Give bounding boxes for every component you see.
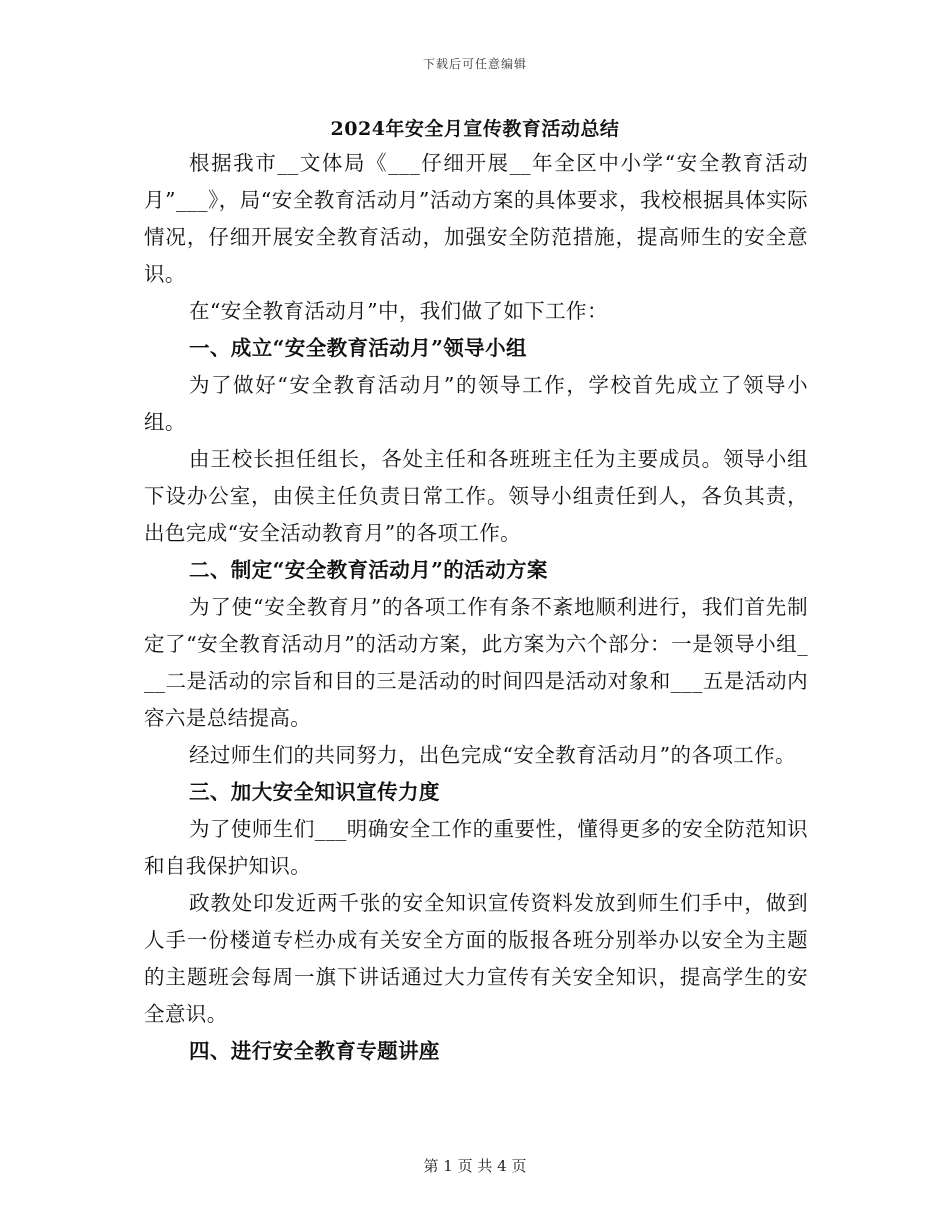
paragraph-knowledge: 为了使师生们___明确安全工作的重要性，懂得更多的安全防范知识和自我保护知识。 xyxy=(144,817,808,878)
paragraph-members: 由王校长担任组长，各处主任和各班班主任为主要成员。领导小组下设办公室，由侯主任负责日常工作。领导小组责任到人，各负其责，出色完成“安全活动教育月”的各项工作。 xyxy=(144,447,808,545)
section-heading-2: 二、制定“安全教育活动月”的活动方案 xyxy=(189,558,548,582)
paragraph-work-list: 在“安全教育活动月”中，我们做了如下工作： xyxy=(189,299,608,323)
section-heading-3: 三、加大安全知识宣传力度 xyxy=(189,780,440,804)
page-footer: 第 1 页 共 4 页 xyxy=(423,1157,527,1175)
paragraph-effort: 经过师生们的共同努力，出色完成“安全教育活动月”的各项工作。 xyxy=(189,743,796,767)
paragraph-publicity: 政教处印发近两千张的安全知识宣传资料发放到师生们手中，做到人手一份楼道专栏办成有关安全方面的版报各班分别举办以安全为主题的主题班会每周一旗下讲话通过大力宣传有关安全知识，提高学生的安全意识。 xyxy=(144,891,808,1026)
paragraph-leadership: 为了做好“安全教育活动月”的领导工作，学校首先成立了领导小组。 xyxy=(144,373,808,434)
document-body xyxy=(144,145,808,1070)
header-note: 下载后可任意编辑 xyxy=(422,57,527,71)
section-heading-1: 一、成立“安全教育活动月”领导小组 xyxy=(189,336,527,360)
document-title: 2024年安全月宣传教育活动总结 xyxy=(330,118,620,140)
section-heading-4: 四、进行安全教育专题讲座 xyxy=(189,1039,440,1063)
paragraph-intro: 根据我市__文体局《___仔细开展__年全区中小学“安全教育活动月”___》，局“安全教育活动月”活动方案的具体要求，我校根据具体实际情况，仔细开展安全教育活动，加强安全防范措施，提高师生的安全意识。 xyxy=(144,151,808,286)
paragraph-plan: 为了使“安全教育月”的各项工作有条不紊地顺利进行，我们首先制定了“安全教育活动月”的活动方案，此方案为六个部分：一是领导小组___二是活动的宗旨和目的三是活动的时间四是活动对象和___五是活动内容六是总结提高。 xyxy=(144,595,808,730)
